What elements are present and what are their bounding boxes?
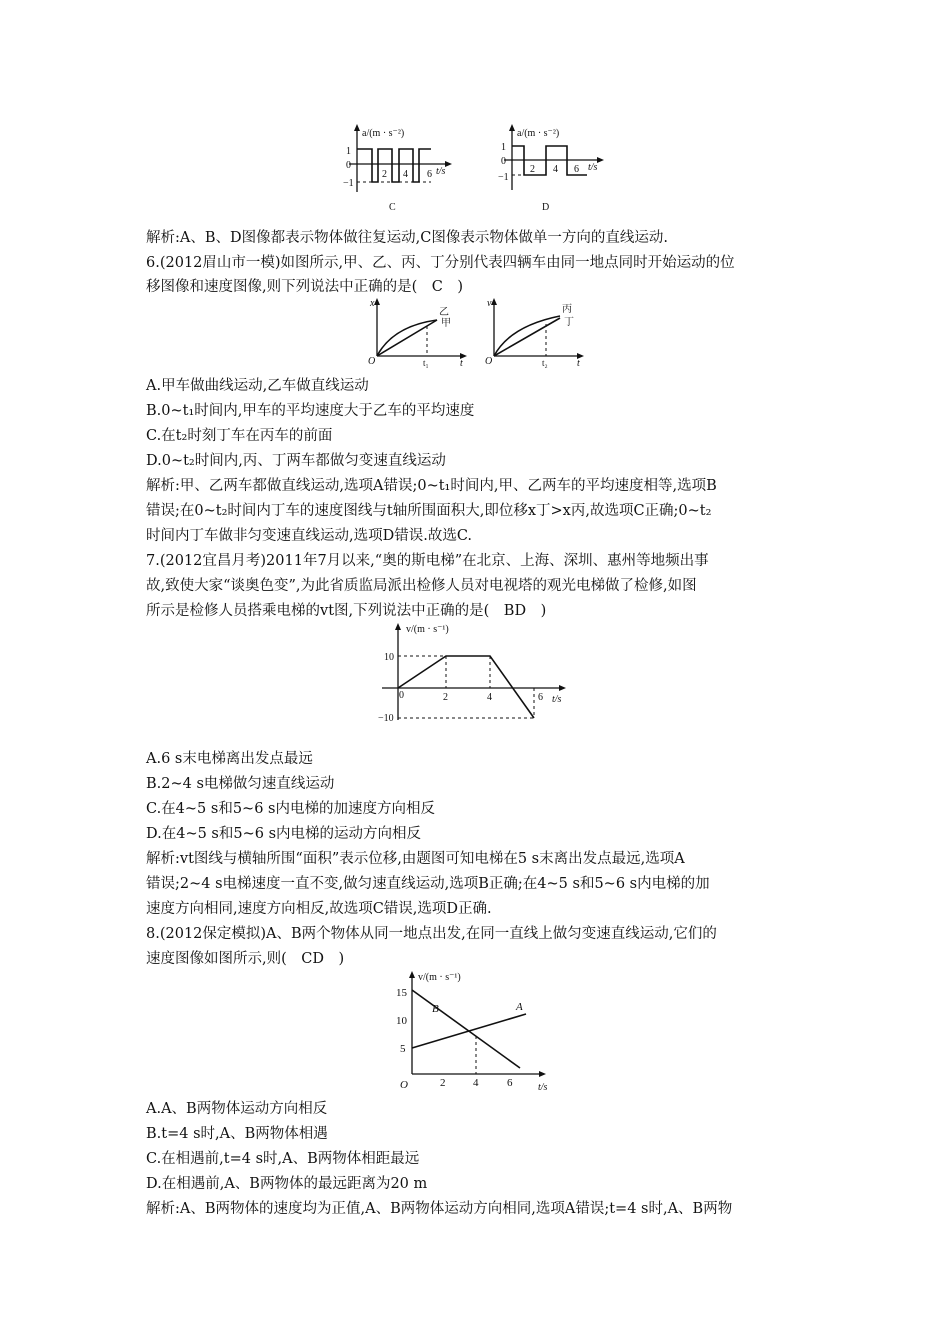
q6-right-label-ding: 丁: [564, 317, 574, 328]
fig-d-x2: 2: [530, 164, 535, 175]
fig-d-caption: D: [542, 202, 550, 213]
figure-c: [345, 122, 475, 214]
fig-c-ym1: −1: [343, 178, 354, 189]
q8-x2: 2: [440, 1077, 446, 1089]
q8-origin: O: [400, 1079, 408, 1091]
q5-analysis: 解析:A、B、D图像都表示物体做往复运动,C图像表示物体做单一方向的直线运动.: [146, 230, 668, 246]
q8-xlabel: t/s: [538, 1082, 548, 1093]
q6-left-ylabel: x: [370, 298, 375, 309]
fig-c-y0: 0: [346, 160, 351, 171]
fig-c-y1: 1: [346, 146, 351, 157]
q6-option-d: D.0~t₂时间内,丙、丁两车都做匀变速直线运动: [146, 453, 446, 469]
q8-stem-line-1: 8.(2012保定模拟)A、B两个物体从同一地点出发,在同一直线上做匀变速直线运动,它们的: [146, 926, 717, 942]
q7-stem-line-2: 故,致使大家“谈奥色变”,为此省质监局派出检修人员对电视塔的观光电梯做了检修,如图: [146, 578, 697, 594]
q8-option-a: A.A、B两物体运动方向相反: [146, 1101, 328, 1117]
q6-right-t2: t₂: [542, 358, 548, 368]
q7-option-a: A.6 s末电梯离出发点最远: [146, 751, 313, 767]
fig-c-caption: C: [389, 202, 396, 213]
q6-analysis-line-2: 错误;在0~t₂时间内丁车的速度图线与t轴所围面积大,即位移x丁>x丙,故选项C正确;0~t₂: [146, 503, 712, 519]
q8-y5: 5: [400, 1043, 406, 1055]
figure-d: [500, 122, 630, 214]
fig-d-x4: 4: [553, 164, 558, 175]
q7-origin: 0: [399, 690, 404, 701]
q7-x4: 4: [487, 692, 492, 703]
q7-analysis-line-1: 解析:vt图线与横轴所围“面积”表示位移,由题图可知电梯在5 s末离出发点最远,选项A: [146, 851, 685, 867]
fig-c-x2: 2: [382, 169, 387, 180]
q7-option-d: D.在4~5 s和5~6 s内电梯的运动方向相反: [146, 826, 422, 842]
q8-stem-line-2: 速度图像如图所示,则( CD ): [146, 951, 345, 967]
q8-label-a: A: [516, 1001, 523, 1013]
q8-option-d: D.在相遇前,A、B两物体的最远距离为20 m: [146, 1176, 428, 1192]
q6-stem-line-2: 移图像和速度图像,则下列说法中正确的是( C ): [146, 279, 464, 295]
fig-d-x6: 6: [574, 164, 579, 175]
q6-left-label-jia: 甲: [441, 318, 451, 329]
q6-figure-v-t: [482, 296, 592, 368]
q6-figure-x-t: [365, 296, 475, 368]
q6-option-b: B.0~t₁时间内,甲车的平均速度大于乙车的平均速度: [146, 403, 475, 419]
q7-stem-line-3: 所示是检修人员搭乘电梯的vt图,下列说法中正确的是( BD ): [146, 603, 547, 619]
q8-option-b: B.t=4 s时,A、B两物体相遇: [146, 1126, 328, 1142]
fig-d-y0: 0: [501, 156, 506, 167]
q7-xlabel: t/s: [552, 694, 562, 705]
q6-left-label-yi: 乙: [439, 307, 449, 318]
fig-c-ylabel: a/(m · s⁻²): [362, 128, 405, 139]
fig-c-xlabel: t/s: [436, 166, 446, 177]
fig-c-x6: 6: [427, 169, 432, 180]
fig-d-y1: 1: [501, 142, 506, 153]
q8-label-b: B: [432, 1003, 439, 1015]
q6-option-a: A.甲车做曲线运动,乙车做直线运动: [146, 378, 369, 394]
q7-ym10: −10: [378, 713, 394, 724]
q8-option-c: C.在相遇前,t=4 s时,A、B两物体相距最远: [146, 1151, 420, 1167]
q6-right-origin: O: [485, 356, 493, 367]
q6-analysis-line-3: 时间内丁车做非匀变速直线运动,选项D错误.故选C.: [146, 528, 473, 544]
q7-option-b: B.2~4 s电梯做匀速直线运动: [146, 776, 335, 792]
q6-right-tlabel: t: [577, 358, 580, 369]
q6-left-t1: t₁: [423, 358, 429, 368]
fig-d-ym1: −1: [498, 172, 509, 183]
q7-x6: 6: [538, 692, 543, 703]
q8-figure-v-t: [390, 968, 560, 1092]
q6-analysis-line-1: 解析:甲、乙两车都做直线运动,选项A错误;0~t₁时间内,甲、乙两车的平均速度相等,选项B: [146, 478, 717, 494]
q7-analysis-line-3: 速度方向相同,速度方向相反,故选项C错误,选项D正确.: [146, 901, 492, 917]
q7-stem-line-1: 7.(2012宜昌月考)2011年7月以来,“奥的斯电梯”在北京、上海、深圳、惠州等地频出事: [146, 553, 709, 569]
q7-ylabel: v/(m · s⁻¹): [406, 624, 449, 635]
q7-analysis-line-2: 错误;2~4 s电梯速度一直不变,做匀速直线运动,选项B正确;在4~5 s和5~6 s内电梯的加: [146, 876, 710, 892]
fig-c-x4: 4: [403, 169, 408, 180]
q6-option-c: C.在t₂时刻丁车在丙车的前面: [146, 428, 333, 444]
q6-right-label-bing: 丙: [562, 304, 572, 315]
q6-stem-line-1: 6.(2012眉山市一模)如图所示,甲、乙、丙、丁分别代表四辆车由同一地点同时开始运动的位: [146, 255, 735, 271]
q8-y10: 10: [396, 1015, 407, 1027]
q8-ylabel: v/(m · s⁻¹): [418, 972, 461, 983]
q7-figure-v-t: [376, 620, 576, 728]
q6-right-ylabel: v: [487, 298, 492, 309]
q6-left-origin: O: [368, 356, 376, 367]
q8-x6: 6: [507, 1077, 513, 1089]
q6-left-tlabel: t: [460, 358, 463, 369]
q8-y15: 15: [396, 987, 407, 999]
q7-option-c: C.在4~5 s和5~6 s内电梯的加速度方向相反: [146, 801, 435, 817]
fig-d-xlabel: t/s: [588, 162, 598, 173]
q7-y10: 10: [384, 652, 394, 663]
fig-d-ylabel: a/(m · s⁻²): [517, 128, 560, 139]
q8-analysis-line-1: 解析:A、B两物体的速度均为正值,A、B两物体运动方向相同,选项A错误;t=4 s时,A、B两物: [146, 1201, 733, 1217]
q8-x4: 4: [473, 1077, 479, 1089]
q7-x2: 2: [443, 692, 448, 703]
